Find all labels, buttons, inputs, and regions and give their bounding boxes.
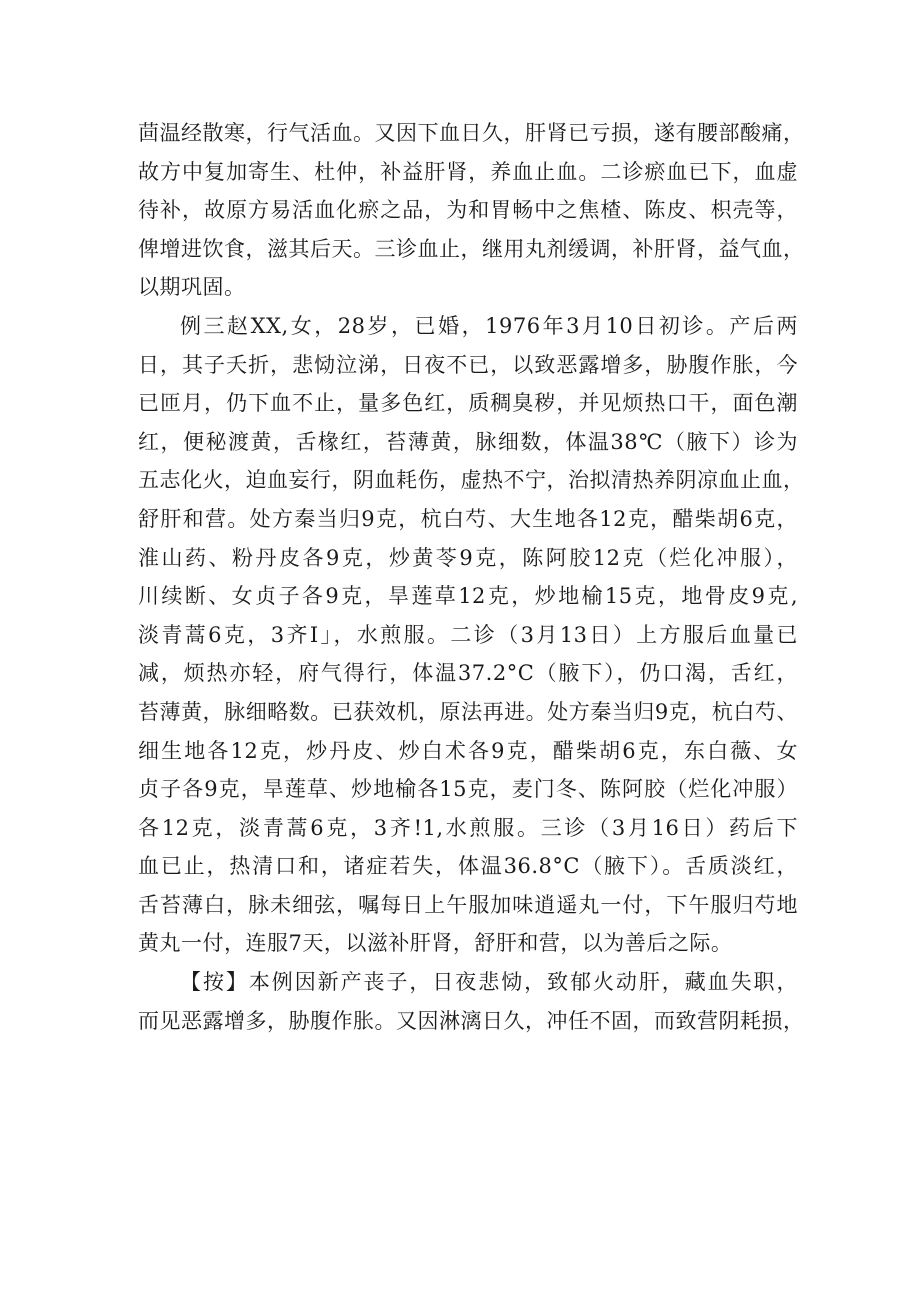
paragraph-2 bbox=[138, 307, 805, 963]
text-line: 例三赵XX,女，28岁，已婚，1976年3月10日初诊。产后两 bbox=[180, 313, 798, 338]
text-line: 淮山药、粉丹皮各9克，炒黄苓9克，陈阿胶12克（烂化冲服）， bbox=[138, 545, 798, 570]
text-line: 以期巩固。 bbox=[138, 275, 246, 300]
text-line: 待补，故原方易活血化瘀之品，为和胃畅中之焦楂、陈皮、枳壳等， bbox=[138, 198, 798, 223]
text-line: 各12克，淡青蒿6克，3齐!1,水煎服。三诊（3月16日）药后下 bbox=[138, 815, 798, 840]
paragraph-1 bbox=[138, 114, 805, 307]
body-text bbox=[138, 114, 805, 1040]
text-line: 血已止，热清口和，诸症若失，体温36.8°C（腋下）。舌质淡红， bbox=[138, 854, 798, 879]
paragraph-3 bbox=[138, 963, 805, 1040]
text-line: 日，其子夭折，悲恸泣涕，日夜不已，以致恶露增多，胁腹作胀，今 bbox=[138, 352, 798, 377]
text-line: 苔薄黄，脉细略数。已获效机，原法再进。处方秦当归9克，杭白芍、 bbox=[138, 699, 798, 724]
text-line: 五志化火，迫血妄行，阴血耗伤，虚热不宁，治拟清热养阴凉血止血， bbox=[138, 468, 805, 493]
text-line: 俾增进饮食，滋其后天。三诊血止，继用丸剂缓调，补肝肾，益气血， bbox=[138, 236, 805, 261]
text-line: 舌苔薄白，脉未细弦，嘱每日上午服加味逍遥丸一付，下午服归芍地 bbox=[138, 892, 798, 917]
text-line: 川续断、女贞子各9克，旱莲草12克，炒地榆15克，地骨皮9克, bbox=[138, 584, 798, 609]
text-line: 而见恶露增多，胁腹作胀。又因淋漓日久，冲任不固，而致营阴耗损， bbox=[138, 1008, 805, 1033]
text-line: 【按】本例因新产丧子，日夜悲恸，致郁火动肝，藏血失职， bbox=[180, 970, 798, 995]
text-line: 减，烦热亦轻，府气得行，体温37.2°C（腋下），仍口渴，舌红， bbox=[138, 661, 798, 686]
text-line: 黄丸一付，连服7天，以滋补肝肾，舒肝和营，以为善后之际。 bbox=[138, 931, 733, 956]
text-line: 细生地各12克，炒丹皮、炒白术各9克，醋柴胡6克，东白薇、女 bbox=[138, 738, 798, 763]
text-line: 已匝月，仍下血不止，量多色红，质稠臭秽，并见烦热口干，面色潮 bbox=[138, 391, 798, 416]
text-line: 舒肝和营。处方秦当归9克，杭白芍、大生地各12克，醋柴胡6克， bbox=[138, 506, 798, 531]
text-line: 淡青蒿6克，3齐I」，水煎服。二诊（3月13日）上方服后血量已 bbox=[138, 622, 798, 647]
text-line: 贞子各9克，旱莲草、炒地榆各15克，麦门冬、陈阿胶（烂化冲服） bbox=[138, 777, 798, 802]
text-line: 故方中复加寄生、杜仲，补益肝肾，养血止血。二诊瘀血已下，血虚 bbox=[138, 159, 798, 184]
text-line: 茴温经散寒，行气活血。又因下血日久，肝肾已亏损，遂有腰部酸痛， bbox=[138, 121, 805, 145]
text-line: 红，便秘渡黄，舌椽红，苔薄黄，脉细数，体温38℃（腋下）诊为 bbox=[138, 429, 798, 454]
